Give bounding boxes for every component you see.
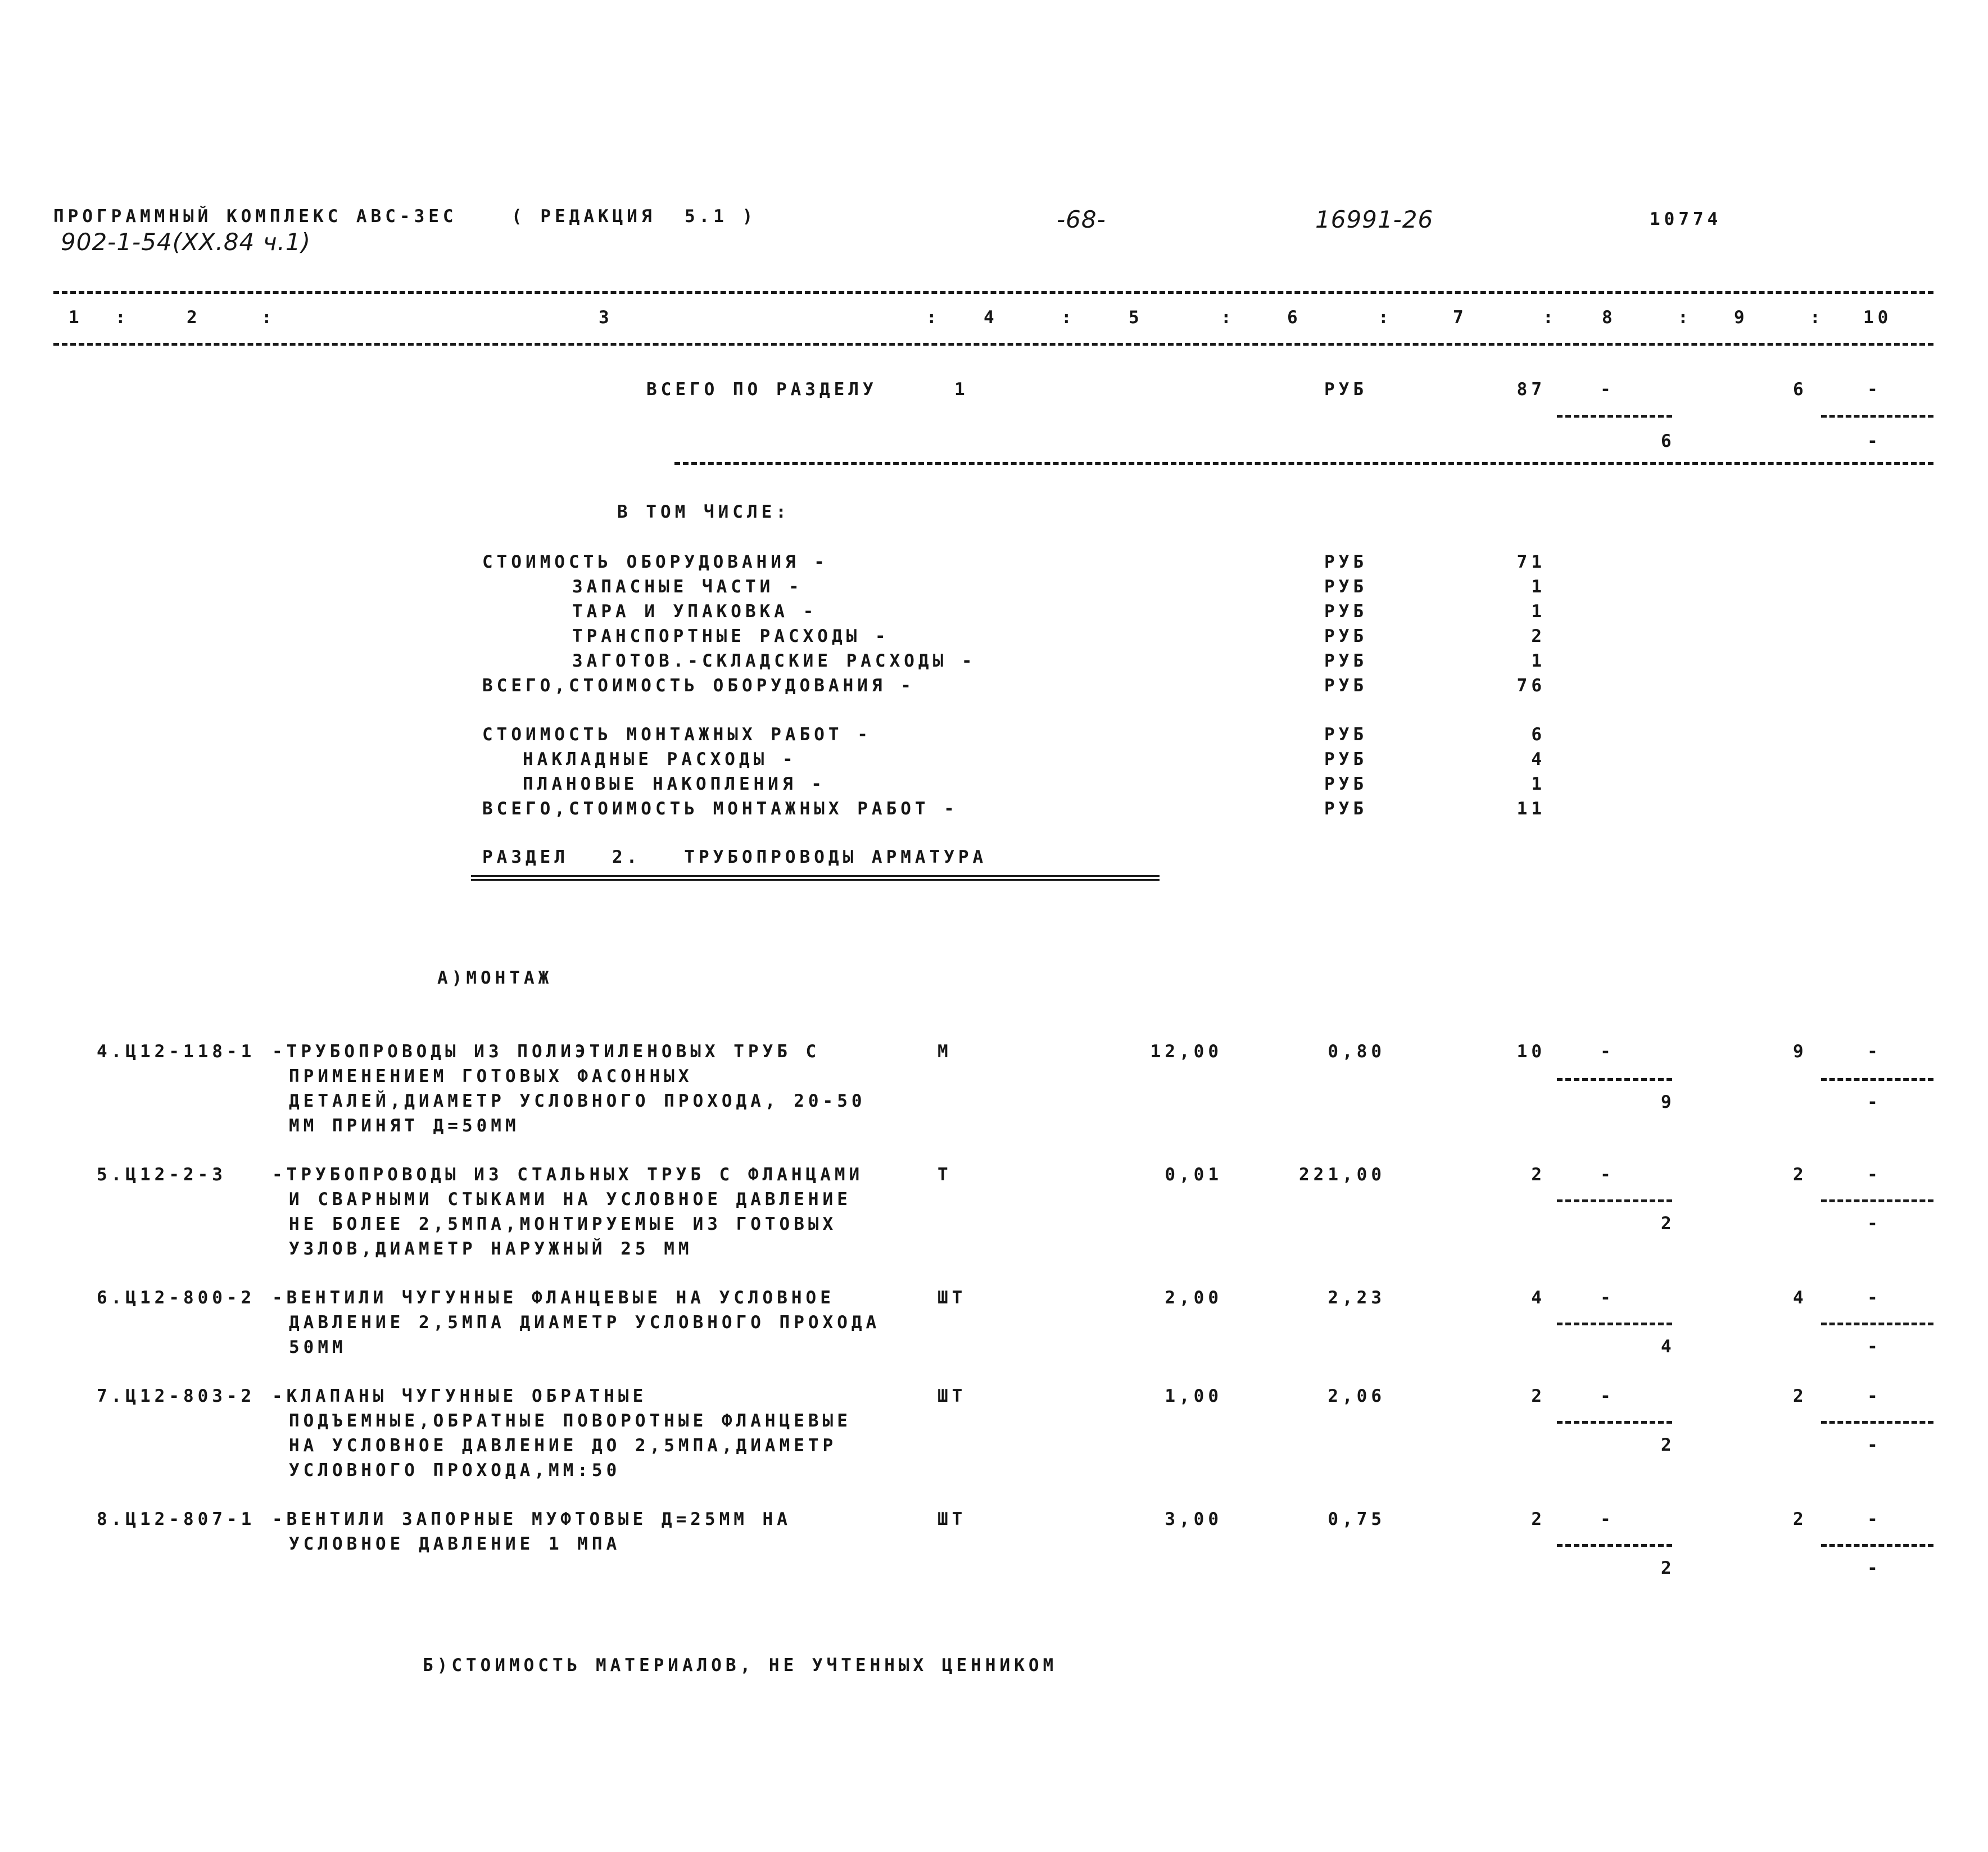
- subsection-a-title: А)МОНТАЖ: [437, 968, 553, 988]
- item-code: 7.Ц12-803-2: [97, 1386, 256, 1406]
- description-line: ПОДЪЕМНЫЕ,ОБРАТНЫЕ ПОВОРОТНЫЕ ФЛАНЦЕВЫЕ: [289, 1411, 852, 1431]
- fraction-rule: [1821, 415, 1933, 418]
- column-separator: :: [1378, 307, 1393, 328]
- column-header: 2: [187, 307, 201, 328]
- including-row-value: 71: [1516, 552, 1546, 572]
- column-header: 3: [599, 307, 613, 328]
- fraction-rule: [1557, 1544, 1672, 1547]
- item-col9: 9: [1793, 1042, 1808, 1062]
- item-col9: 2: [1793, 1165, 1808, 1185]
- item-description: [272, 1039, 866, 1138]
- description-line: УСЛОВНОГО ПРОХОДА,ММ:50: [289, 1460, 621, 1480]
- item-price: 0,80: [1328, 1042, 1385, 1062]
- including-row-unit: РУБ: [1324, 749, 1367, 769]
- item-description: [272, 1507, 791, 1556]
- column-header: 4: [984, 307, 998, 328]
- description-line: -КЛАПАНЫ ЧУГУННЫЕ ОБРАТНЫЕ: [272, 1386, 647, 1406]
- including-row-label: СТОИМОСТЬ МОНТАЖНЫХ РАБОТ -: [482, 725, 872, 745]
- column-header: 1: [69, 307, 83, 328]
- section-total-number: 1: [954, 379, 969, 400]
- item-code: 5.Ц12-2-3: [97, 1165, 227, 1185]
- column-separator: :: [261, 307, 276, 328]
- including-row-value: 1: [1531, 577, 1546, 597]
- including-row-label: ЗАГОТОВ.-СКЛАДСКИЕ РАСХОДЫ -: [572, 651, 976, 671]
- including-row-label: НАКЛАДНЫЕ РАСХОДЫ -: [523, 749, 797, 769]
- item-col10-bottom: -: [1867, 1213, 1882, 1234]
- item-col10-bottom: -: [1867, 1337, 1882, 1357]
- header-rule-bottom: [53, 343, 1933, 346]
- item-unit: Т: [938, 1165, 952, 1185]
- description-line: ММ ПРИНЯТ Д=50ММ: [289, 1116, 520, 1136]
- section-total-col10-bottom: -: [1867, 431, 1882, 451]
- item-quantity: 0,01: [1165, 1165, 1222, 1185]
- item-description: [272, 1384, 852, 1483]
- section-total-col9: 6: [1793, 379, 1808, 400]
- section-total-label: ВСЕГО ПО РАЗДЕЛУ: [646, 379, 877, 400]
- including-row-value: 6: [1531, 725, 1546, 745]
- item-col9: 4: [1793, 1288, 1808, 1308]
- section-total-col8-top: -: [1600, 379, 1615, 400]
- item-unit: ШТ: [938, 1386, 967, 1406]
- including-row-value: 4: [1531, 749, 1546, 769]
- including-row-label: ПЛАНОВЫЕ НАКОПЛЕНИЯ -: [523, 774, 826, 794]
- subsection-b-title: Б)СТОИМОСТЬ МАТЕРИАЛОВ, НЕ УЧТЕННЫХ ЦЕННИКОМ: [423, 1655, 1058, 1676]
- including-row-label: ЗАПАСНЫЕ ЧАСТИ -: [572, 577, 803, 597]
- including-row-value: 1: [1531, 774, 1546, 794]
- section-total-value: 87: [1516, 379, 1546, 400]
- section-total-col8-bottom: 6: [1661, 431, 1675, 451]
- item-quantity: 2,00: [1165, 1288, 1222, 1308]
- including-row-unit: РУБ: [1324, 676, 1367, 696]
- including-row-value: 76: [1516, 676, 1546, 696]
- item-col10-bottom: -: [1867, 1092, 1882, 1112]
- item-col8-top: -: [1600, 1042, 1615, 1062]
- item-unit: ШТ: [938, 1288, 967, 1308]
- column-separator: :: [1221, 307, 1235, 328]
- section-2-title: РАЗДЕЛ 2. ТРУБОПРОВОДЫ АРМАТУРА: [482, 847, 988, 867]
- column-separator: :: [1810, 307, 1824, 328]
- project-code: 902-1-54(XX.84 ч.1): [61, 228, 311, 256]
- item-col9: 2: [1793, 1386, 1808, 1406]
- item-col8-bottom: 4: [1661, 1337, 1675, 1357]
- including-row-value: 1: [1531, 601, 1546, 622]
- column-separator: :: [926, 307, 941, 328]
- item-total: 4: [1531, 1288, 1546, 1308]
- item-col10-top: -: [1867, 1509, 1882, 1529]
- including-row-label: ТАРА И УПАКОВКА -: [572, 601, 818, 622]
- column-header: 10: [1863, 307, 1892, 328]
- item-col8-top: -: [1600, 1165, 1615, 1185]
- fraction-rule: [1557, 1078, 1672, 1081]
- description-line: -ВЕНТИЛИ ЗАПОРНЫЕ МУФТОВЫЕ Д=25ММ НА: [272, 1509, 791, 1529]
- item-price: 2,23: [1328, 1288, 1385, 1308]
- description-line: -ВЕНТИЛИ ЧУГУННЫЕ ФЛАНЦЕВЫЕ НА УСЛОВНОЕ: [272, 1288, 835, 1308]
- description-line: УСЛОВНОЕ ДАВЛЕНИЕ 1 МПА: [289, 1534, 621, 1554]
- item-col10-bottom: -: [1867, 1558, 1882, 1578]
- fraction-rule: [1821, 1323, 1933, 1325]
- item-total: 2: [1531, 1386, 1546, 1406]
- including-row-unit: РУБ: [1324, 601, 1367, 622]
- including-row-unit: РУБ: [1324, 626, 1367, 646]
- page-number: -68-: [1057, 206, 1106, 233]
- item-total: 10: [1516, 1042, 1546, 1062]
- item-col9: 2: [1793, 1509, 1808, 1529]
- including-row-label: ВСЕГО,СТОИМОСТЬ МОНТАЖНЫХ РАБОТ -: [482, 799, 958, 819]
- description-line: ПРИМЕНЕНИЕМ ГОТОВЫХ ФАСОННЫХ: [289, 1066, 693, 1086]
- description-line: НА УСЛОВНОЕ ДАВЛЕНИЕ ДО 2,5МПА,ДИАМЕТР: [289, 1436, 837, 1456]
- description-line: И СВАРНЫМИ СТЫКАМИ НА УСЛОВНОЕ ДАВЛЕНИЕ: [289, 1189, 852, 1210]
- header-rule-top: [53, 291, 1933, 294]
- item-total: 2: [1531, 1165, 1546, 1185]
- column-header: 9: [1734, 307, 1749, 328]
- including-row-unit: РУБ: [1324, 799, 1367, 819]
- item-quantity: 12,00: [1150, 1042, 1222, 1062]
- item-code: 4.Ц12-118-1: [97, 1042, 256, 1062]
- including-row-label: ТРАНСПОРТНЫЕ РАСХОДЫ -: [572, 626, 890, 646]
- item-price: 2,06: [1328, 1386, 1385, 1406]
- item-col8-bottom: 9: [1661, 1092, 1675, 1112]
- item-code: 8.Ц12-807-1: [97, 1509, 256, 1529]
- fraction-rule: [1821, 1544, 1933, 1547]
- fraction-rule: [1821, 1078, 1933, 1081]
- column-separator: :: [1543, 307, 1557, 328]
- including-row-unit: РУБ: [1324, 577, 1367, 597]
- description-line: -ТРУБОПРОВОДЫ ИЗ ПОЛИЭТИЛЕНОВЫХ ТРУБ С: [272, 1042, 821, 1062]
- section-total-rule: [674, 462, 1933, 465]
- item-total: 2: [1531, 1509, 1546, 1529]
- item-col8-bottom: 2: [1661, 1213, 1675, 1234]
- section-total-col10-top: -: [1867, 379, 1882, 400]
- item-col8-bottom: 2: [1661, 1435, 1675, 1455]
- including-row-value: 2: [1531, 626, 1546, 646]
- column-separator: :: [115, 307, 130, 328]
- item-col10-top: -: [1867, 1386, 1882, 1406]
- fraction-rule: [1557, 1421, 1672, 1424]
- including-row-unit: РУБ: [1324, 552, 1367, 572]
- item-description: [272, 1285, 880, 1360]
- column-separator: :: [1678, 307, 1692, 328]
- item-col10-top: -: [1867, 1042, 1882, 1062]
- fraction-rule: [1557, 1199, 1672, 1202]
- description-line: НЕ БОЛЕЕ 2,5МПА,МОНТИРУЕМЫЕ ИЗ ГОТОВЫХ: [289, 1214, 837, 1234]
- item-code: 6.Ц12-800-2: [97, 1288, 256, 1308]
- item-col8-bottom: 2: [1661, 1558, 1675, 1578]
- including-row-label: ВСЕГО,СТОИМОСТЬ ОБОРУДОВАНИЯ -: [482, 676, 915, 696]
- including-row-label: СТОИМОСТЬ ОБОРУДОВАНИЯ -: [482, 552, 828, 572]
- column-header: 7: [1453, 307, 1468, 328]
- edition-label: ( РЕДАКЦИЯ 5.1 ): [511, 206, 757, 227]
- including-row-unit: РУБ: [1324, 651, 1367, 671]
- column-header: 6: [1287, 307, 1302, 328]
- description-line: ДЕТАЛЕЙ,ДИАМЕТР УСЛОВНОГО ПРОХОДА, 20-50: [289, 1091, 866, 1111]
- document-code: 10774: [1650, 209, 1722, 229]
- column-header: 5: [1129, 307, 1143, 328]
- item-col8-top: -: [1600, 1386, 1615, 1406]
- description-line: -ТРУБОПРОВОДЫ ИЗ СТАЛЬНЫХ ТРУБ С ФЛАНЦАМИ: [272, 1165, 864, 1185]
- item-col10-bottom: -: [1867, 1435, 1882, 1455]
- including-row-unit: РУБ: [1324, 725, 1367, 745]
- including-row-unit: РУБ: [1324, 774, 1367, 794]
- item-col10-top: -: [1867, 1165, 1882, 1185]
- section-total-unit: РУБ: [1324, 379, 1367, 400]
- item-col10-top: -: [1867, 1288, 1882, 1308]
- item-description: [272, 1162, 863, 1261]
- including-row-value: 1: [1531, 651, 1546, 671]
- fraction-rule: [1557, 1323, 1672, 1325]
- item-quantity: 1,00: [1165, 1386, 1222, 1406]
- item-unit: М: [938, 1042, 952, 1062]
- including-row-value: 11: [1516, 799, 1546, 819]
- item-price: 221,00: [1299, 1165, 1385, 1185]
- program-name: ПРОГРАММНЫЙ КОМПЛЕКС АВС-3ЕС: [53, 206, 458, 227]
- description-line: 50ММ: [289, 1337, 347, 1357]
- item-quantity: 3,00: [1165, 1509, 1222, 1529]
- fraction-rule: [1557, 415, 1672, 418]
- column-separator: :: [1061, 307, 1076, 328]
- item-price: 0,75: [1328, 1509, 1385, 1529]
- description-line: ДАВЛЕНИЕ 2,5МПА ДИАМЕТР УСЛОВНОГО ПРОХОДА: [289, 1312, 881, 1333]
- section-2-underline: [471, 875, 1160, 881]
- item-col8-top: -: [1600, 1509, 1615, 1529]
- description-line: УЗЛОВ,ДИАМЕТР НАРУЖНЫЙ 25 ММ: [289, 1239, 693, 1259]
- document-number: 16991-26: [1315, 206, 1434, 233]
- fraction-rule: [1821, 1199, 1933, 1202]
- column-header: 8: [1602, 307, 1616, 328]
- including-title: В ТОМ ЧИСЛЕ:: [617, 502, 790, 522]
- fraction-rule: [1821, 1421, 1933, 1424]
- item-col8-top: -: [1600, 1288, 1615, 1308]
- item-unit: ШТ: [938, 1509, 967, 1529]
